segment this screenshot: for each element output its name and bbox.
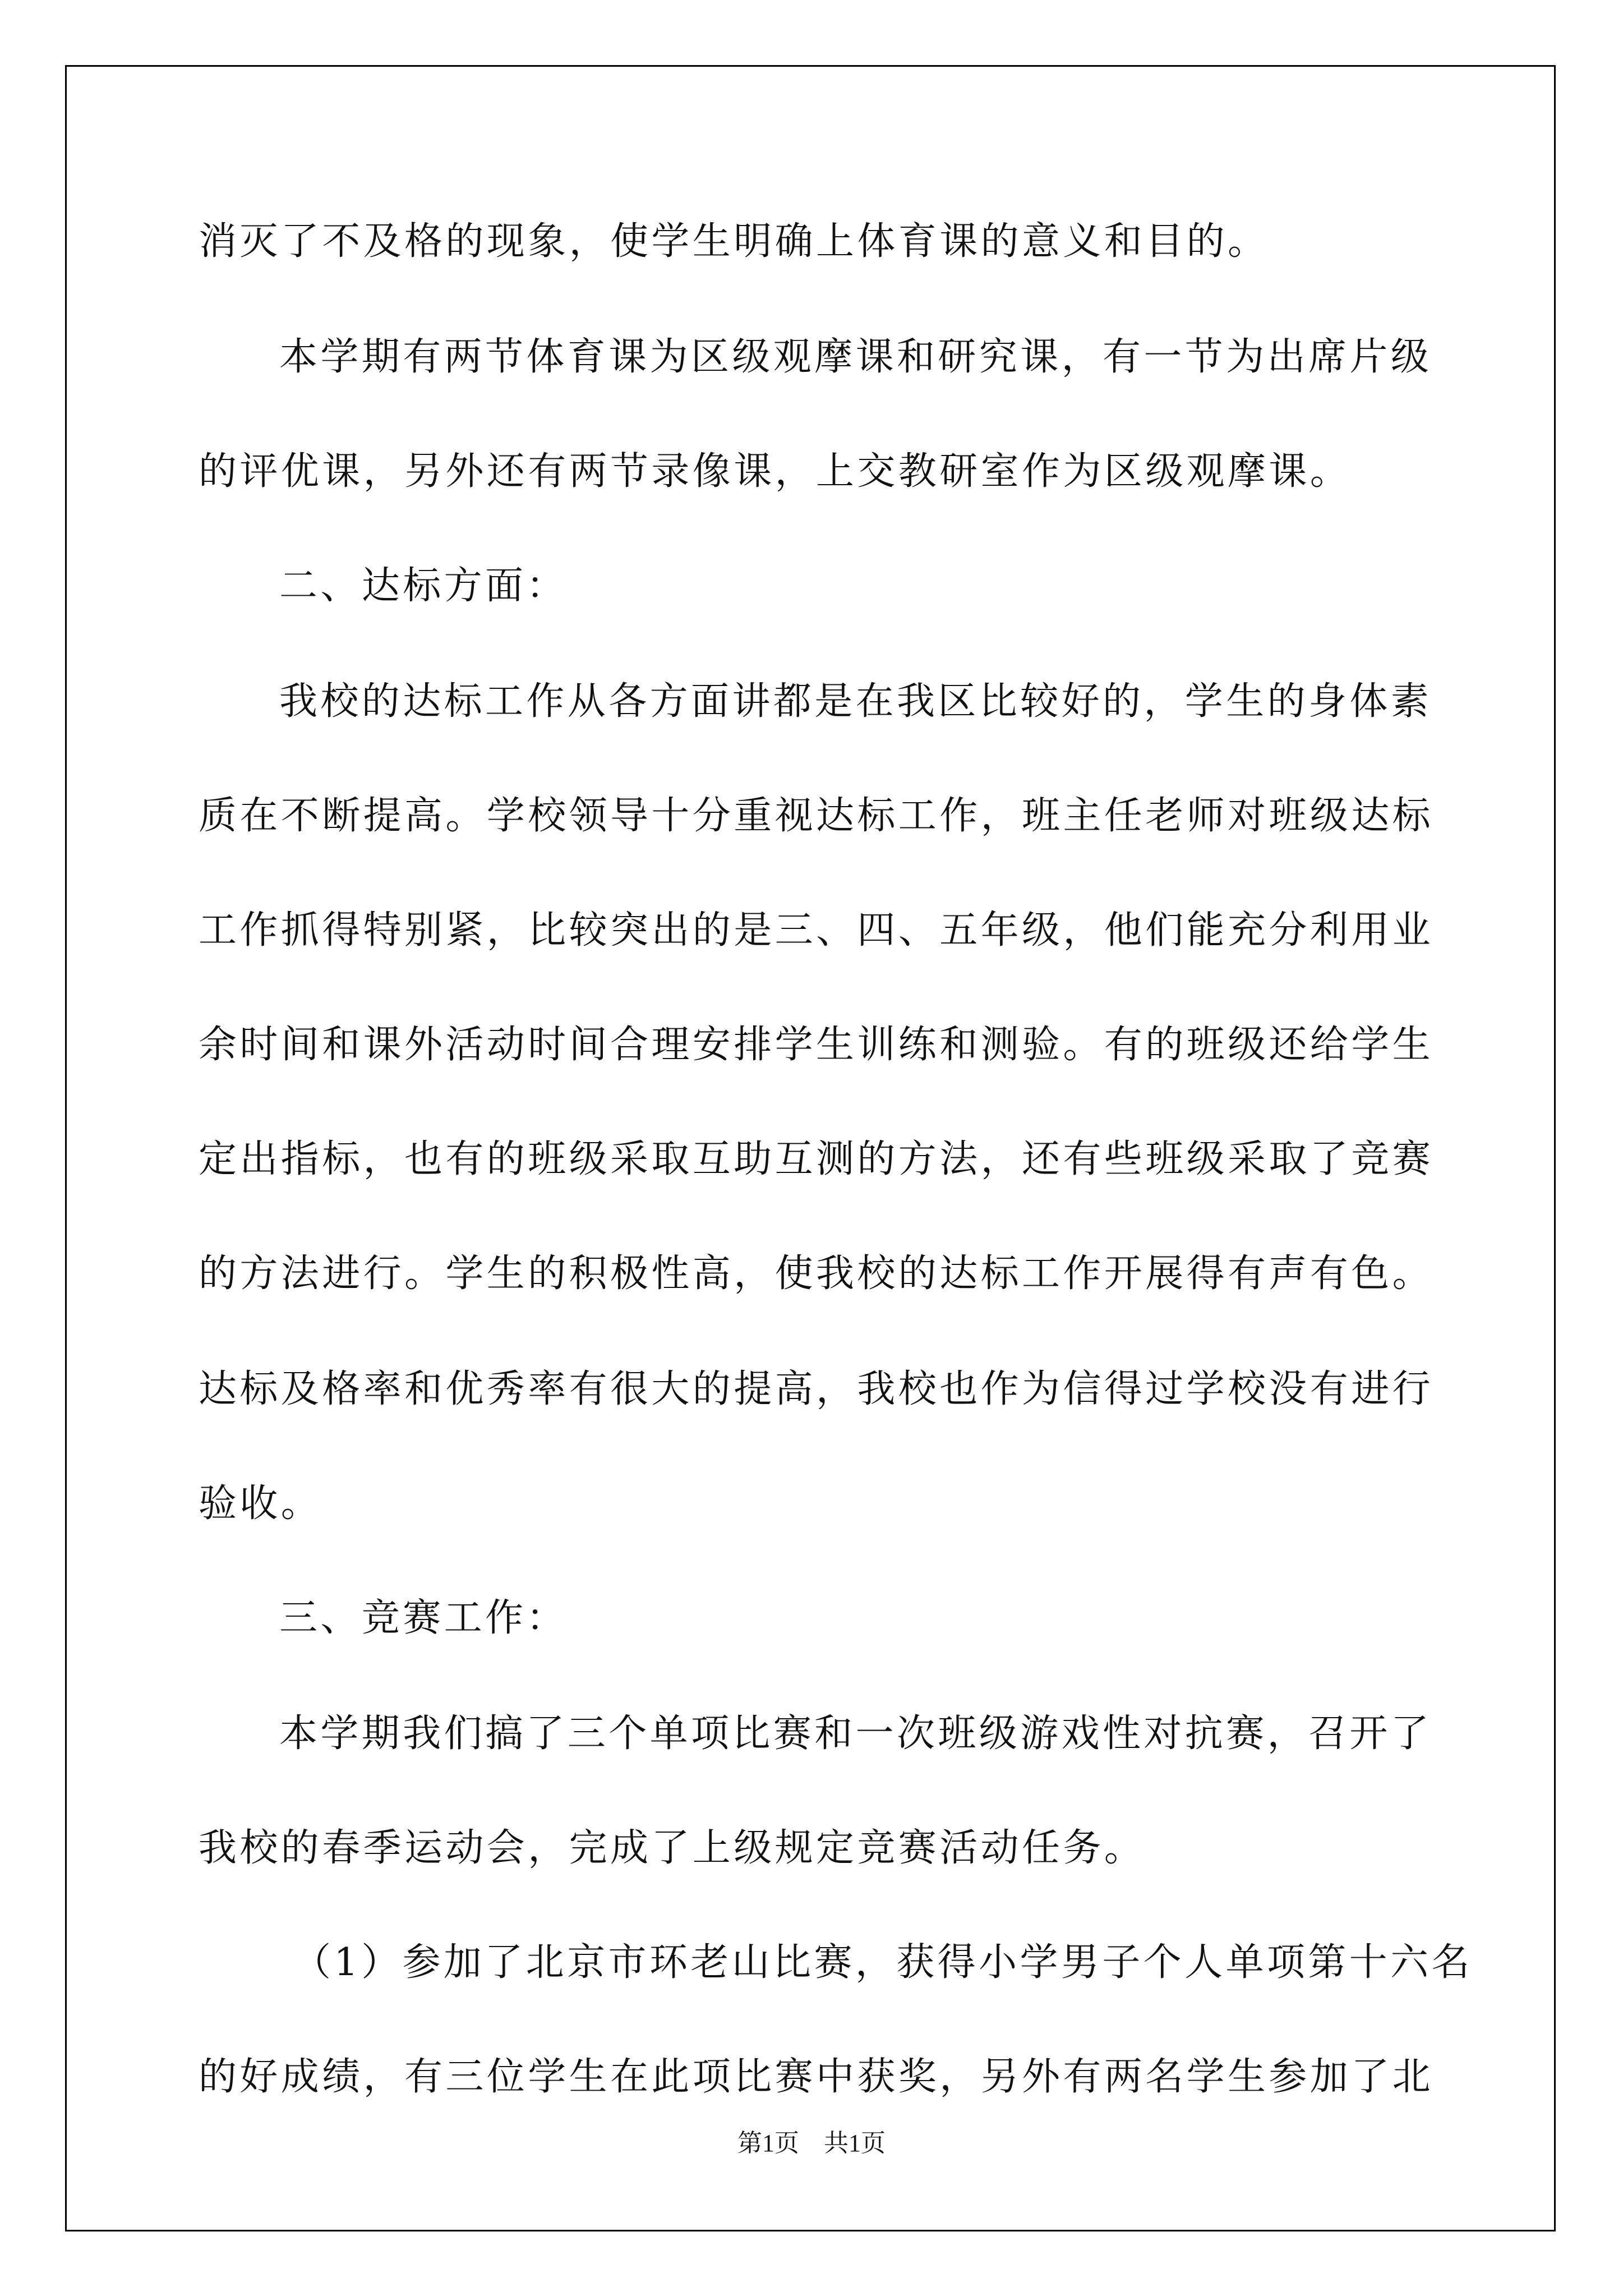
- text-line: 工作抓得特别紧，比较突出的是三、四、五年级，他们能充分利用业: [199, 908, 1434, 953]
- section-heading: 二、达标方面：: [279, 564, 568, 608]
- text-line: 质在不断提高。学校领导十分重视达标工作，班主任老师对班级达标: [199, 794, 1434, 838]
- text-line: 的方法进行。学生的积极性高，使我校的达标工作开展得有声有色。: [199, 1251, 1434, 1296]
- text-line: 的好成绩，有三位学生在此项比赛中获奖，另外有两名学生参加了北: [199, 2055, 1434, 2099]
- text-line: 我校的春季运动会，完成了上级规定竞赛活动任务。: [199, 1826, 1146, 1870]
- text-line: 达标及格率和优秀率有很大的提高，我校也作为信得过学校没有进行: [199, 1367, 1434, 1411]
- text-line: （1）参加了北京市环老山比赛，获得小学男子个人单项第十六名: [293, 1940, 1473, 1985]
- page-footer: 第1页 共1页: [737, 2129, 886, 2157]
- section-heading: 三、竞赛工作：: [279, 1596, 568, 1640]
- text-line: 本学期我们搞了三个单项比赛和一次班级游戏性对抗赛，召开了: [279, 1711, 1432, 1756]
- text-line: 定出指标，也有的班级采取互助互测的方法，还有些班级采取了竞赛: [199, 1137, 1434, 1181]
- text-line: 本学期有两节体育课为区级观摩课和研究课，有一节为出席片级: [279, 335, 1432, 379]
- text-line: 消灭了不及格的现象，使学生明确上体育课的意义和目的。: [199, 219, 1269, 264]
- text-line: 验收。: [199, 1481, 322, 1526]
- text-line: 我校的达标工作从各方面讲都是在我区比较好的，学生的身体素: [279, 679, 1432, 724]
- text-line: 的评优课，另外还有两节录像课，上交教研室作为区级观摩课。: [199, 449, 1352, 494]
- text-line: 余时间和课外活动时间合理安排学生训练和测验。有的班级还给学生: [199, 1023, 1434, 1067]
